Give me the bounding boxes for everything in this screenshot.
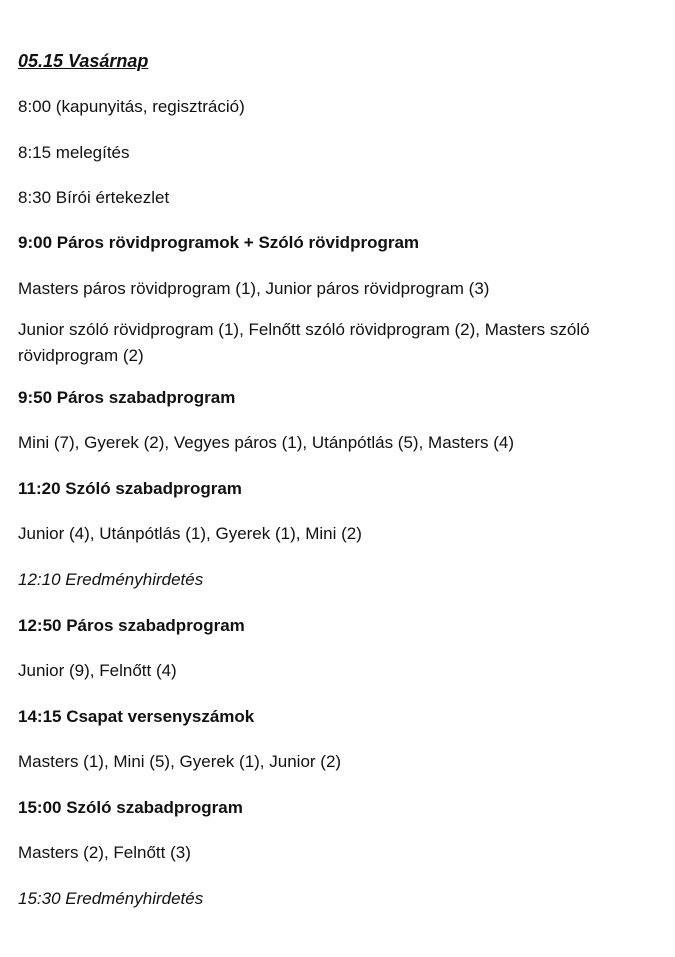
award-ceremony-2: 15:30 Eredményhirdetés (18, 889, 204, 908)
page-title: 05.15 Vasárnap (18, 51, 149, 71)
entry-list-solo-short: Junior szóló rövidprogram (1), Felnőtt szóló rövidprogram (2), Masters szóló rövidprogram (2) (18, 320, 590, 365)
entry-list-pair-short: Masters páros rövidprogram (1), Junior páros rövidprogram (3) (18, 279, 490, 298)
section-heading-pair-free-2: 12:50 Páros szabadprogram (18, 616, 245, 635)
entry-list-solo-free-1: Junior (4), Utánpótlás (1), Gyerek (1), Mini (2) (18, 524, 362, 543)
section-heading-solo-free-1: 11:20 Szóló szabadprogram (18, 479, 242, 498)
entry-list-pair-free-1: Mini (7), Gyerek (2), Vegyes páros (1), Utánpótlás (5), Masters (4) (18, 433, 514, 452)
entry-list-pair-free-2: Junior (9), Felnőtt (4) (18, 661, 177, 680)
section-heading-short-programs: 9:00 Páros rövidprogramok + Szóló rövidprogram (18, 233, 420, 252)
section-heading-solo-free-2: 15:00 Szóló szabadprogram (18, 798, 243, 817)
entry-list-team-events: Masters (1), Mini (5), Gyerek (1), Junior (2) (18, 752, 342, 771)
section-heading-team-events: 14:15 Csapat versenyszámok (18, 707, 255, 726)
schedule-line-warmup: 8:15 melegítés (18, 143, 130, 162)
schedule-line-judges-meeting: 8:30 Bírói értekezlet (18, 188, 170, 207)
section-heading-pair-free-1: 9:50 Páros szabadprogram (18, 388, 236, 407)
award-ceremony-1: 12:10 Eredményhirdetés (18, 570, 204, 589)
entry-list-solo-free-2: Masters (2), Felnőtt (3) (18, 843, 191, 862)
schedule-line-gate-opening: 8:00 (kapunyitás, regisztráció) (18, 97, 245, 116)
